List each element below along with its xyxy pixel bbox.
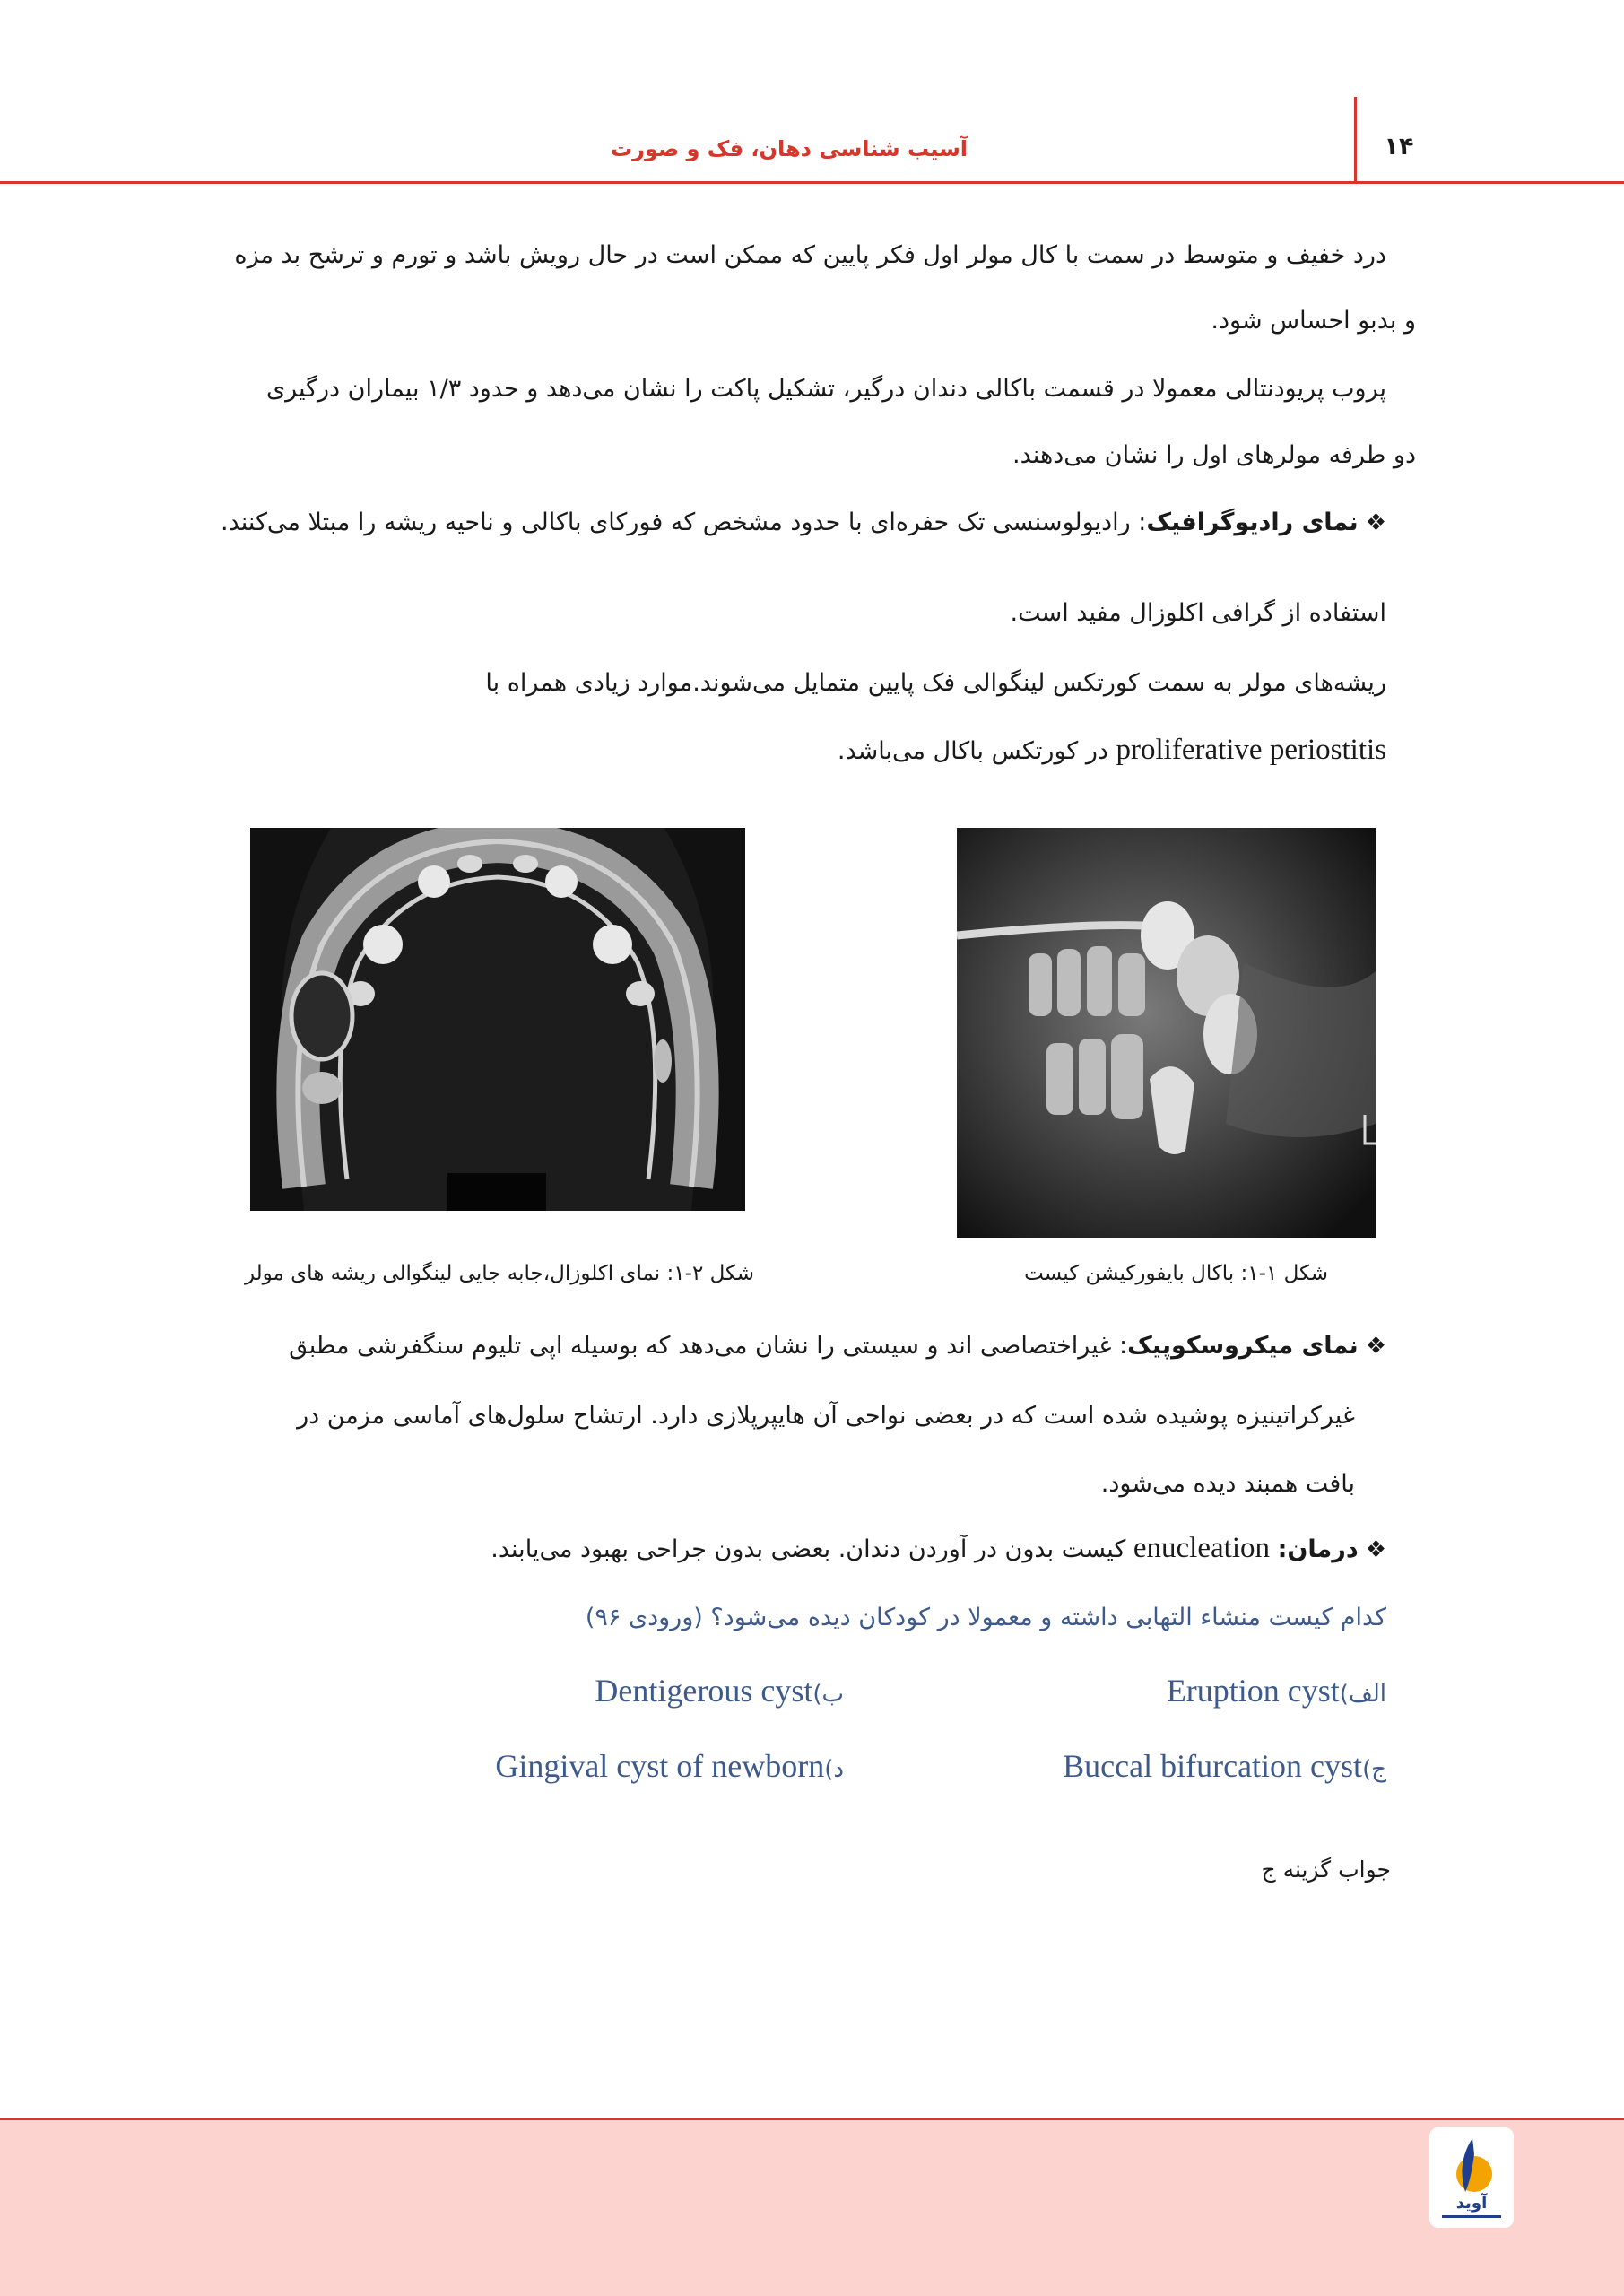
radiographic-line-3: ریشه‌های مولر به سمت کورتکس لینگوالی فک پایین متمایل می‌شوند.موارد زیادی همراه با (485, 669, 1386, 697)
paragraph-1-line-1: درد خفیف و متوسط در سمت با کال مولر اول فکر پایین که ممکن است در حال رویش باشد و تورم و ترشح بد مزه (234, 241, 1386, 269)
option-a-text: Eruption cyst (1166, 1673, 1340, 1709)
figure-2-caption: شکل ۲-۱: نمای اکلوزال،جابه جایی لینگوالی ریشه های مولر (244, 1262, 754, 1285)
microscopic-heading: نمای میکروسکوپیک (1127, 1332, 1359, 1360)
header-vertical-rule (1354, 97, 1357, 184)
paragraph-2-line-2: دو طرفه مولرهای اول را نشان می‌دهند. (1012, 441, 1416, 469)
footer-rule (0, 2118, 1624, 2120)
figure-1-image (957, 828, 1376, 1238)
bullet-icon: ❖ (1365, 509, 1386, 536)
microscopic-text: : غیراختصاصی اند و سیستی را نشان می‌دهد که بوسیله اپی تلیوم سنگفرشی مطبق (289, 1332, 1128, 1360)
treatment-section (491, 1530, 1386, 1568)
question-text: کدام کیست منشاء التهابی داشته و معمولا در کودکان دیده می‌شود؟ (ورودی ۹۶) (585, 1604, 1386, 1631)
option-c (1063, 1747, 1386, 1785)
microscopic-line-3: بافت همبند دیده می‌شود. (1100, 1470, 1355, 1498)
radiographic-heading: نمای رادیوگرافیک (1146, 509, 1359, 536)
paragraph-1-line-2: و بدبو احساس شود. (1211, 307, 1416, 335)
bullet-icon: ❖ (1365, 1536, 1386, 1563)
enucleation-term: enucleation (1133, 1532, 1270, 1564)
radiographic-section (221, 505, 1386, 541)
option-c-prefix: ج) (1362, 1756, 1386, 1783)
microscopic-section (289, 1328, 1386, 1364)
svg-text:آوید: آوید (1455, 2194, 1488, 2213)
option-b-prefix: ب) (812, 1681, 844, 1708)
option-b-text: Dentigerous cyst (595, 1673, 813, 1709)
logo-icon (1429, 2127, 1514, 2228)
radiographic-text: : رادیولوسنسی تک حفره‌ای با حدود مشخص که فورکای باکالی و ناحیه ریشه را مبتلا می‌کنند. (221, 509, 1147, 536)
header-rule (0, 181, 1624, 184)
publisher-logo (1429, 2127, 1514, 2228)
option-d-text: Gingival cyst of newborn (495, 1748, 825, 1784)
bullet-icon: ❖ (1365, 1333, 1386, 1360)
proliferative-periostitis-term: proliferative periostitis (1116, 734, 1386, 766)
page-number: ۱۴ (1384, 133, 1414, 161)
figure-2-occlusal-view (250, 828, 745, 1211)
footer-band (0, 2118, 1624, 2296)
chapter-title: آسیب شناسی دهان، فک و صورت (610, 136, 968, 161)
figure-1-caption: شکل ۱-۱: باکال بایفورکیشن کیست (1024, 1262, 1328, 1285)
figure-2-image (250, 828, 745, 1211)
paragraph-2-line-1: پروب پریودنتالی معمولا در قسمت باکالی دندان درگیر، تشکیل پاکت را نشان می‌دهد و حدود ۱/۳ بیماران درگیری (265, 375, 1386, 403)
option-a-prefix: الف) (1339, 1681, 1386, 1708)
option-a (1167, 1672, 1386, 1709)
option-d (495, 1747, 844, 1785)
answer-text: جواب گزینه ج (1261, 1857, 1391, 1883)
radiographic-line-2: استفاده از گرافی اکلوزال مفید است. (1010, 599, 1386, 627)
treatment-heading: درمان: (1277, 1535, 1359, 1563)
option-c-text: Buccal bifurcation cyst (1063, 1748, 1363, 1784)
option-d-prefix: د) (824, 1756, 844, 1783)
figure-1-radiograph (957, 828, 1376, 1238)
option-b (595, 1672, 844, 1709)
radiographic-line-4 (838, 732, 1386, 770)
treatment-text: کیست بدون در آوردن دندان. بعضی بدون جراحی بهبود می‌یابند. (491, 1535, 1133, 1563)
microscopic-line-2: غیرکراتینیزه پوشیده شده است که در بعضی نواحی آن هایپرپلازی دارد. ارتشاح سلول‌های آماسی مزمن در (297, 1402, 1355, 1430)
radiographic-line-4-rest: در کورتکس باکال می‌باشد. (837, 737, 1116, 765)
